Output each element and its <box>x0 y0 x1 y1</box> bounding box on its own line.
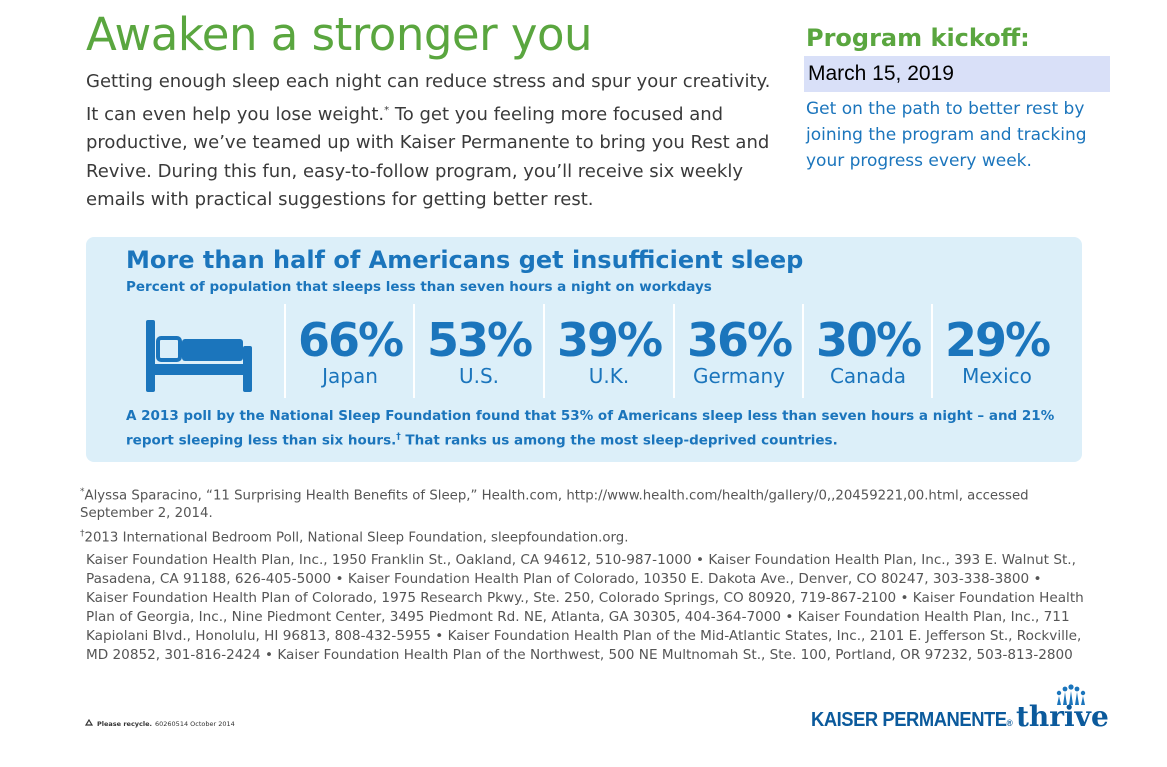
stat-value: 29% <box>944 313 1050 367</box>
recycle-label: Please recycle. <box>97 720 152 728</box>
stat-uk <box>543 304 673 398</box>
footnote-text: 2013 International Bedroom Poll, National Sleep Foundation, sleepfoundation.org. <box>84 530 629 546</box>
panel-title: More than half of Americans get insufficient sleep <box>126 246 804 274</box>
recycle-note <box>84 719 235 729</box>
registered-mark: ® <box>1006 718 1013 728</box>
panel-note-text-continued: That ranks us among the most sleep-deprived countries. <box>400 432 838 449</box>
recycle-icon <box>84 719 94 729</box>
stat-value: 39% <box>556 313 662 367</box>
kickoff-label: Program kickoff: <box>806 24 1030 52</box>
intro-text-continued: To get you feeling more focused and productive, we’ve teamed up with Kaiser Permanente to bring you Rest and Revive. During this fun, easy-to-follow program, you’ll receive six weekly emails with practical suggestions for getting better rest. <box>86 103 770 210</box>
page-title: Awaken a stronger you <box>86 8 593 61</box>
panel-subtitle: Percent of population that sleeps less than seven hours a night on workdays <box>126 279 712 295</box>
stat-country: Japan <box>322 364 378 388</box>
footnote-mark: † <box>396 432 401 442</box>
panel-note-text: A 2013 poll by the National Sleep Foundation found that 53% of Americans sleep less than seven hours a night – and 21% report sleeping less than six hours. <box>126 408 1055 449</box>
stat-value: 66% <box>297 313 403 367</box>
stat-country: Mexico <box>962 364 1032 388</box>
stat-country: U.K. <box>588 364 630 388</box>
stat-value: 53% <box>426 313 532 367</box>
stat-canada <box>802 304 932 398</box>
footnote-2 <box>80 525 628 547</box>
kaiser-logo-text: KAISER PERMANENTE <box>811 709 1007 731</box>
panel-note <box>126 406 1066 452</box>
thrive-logo: thrive <box>1016 700 1109 733</box>
bed-icon <box>146 320 252 392</box>
footnote-mark: * <box>384 104 390 116</box>
stat-country: U.S. <box>458 364 500 388</box>
stat-germany <box>673 304 803 398</box>
footnote-text: Alyssa Sparacino, “11 Surprising Health Benefits of Sleep,” Health.com, http://www.health.com/health/gallery/0,,20459221,00.html, accessed September 2, 2014. <box>80 488 1029 522</box>
stat-us <box>413 304 543 398</box>
kaiser-permanente-logo <box>811 709 1012 732</box>
stat-value: 30% <box>815 313 921 367</box>
stat-japan <box>284 304 414 398</box>
stat-country: Canada <box>829 364 907 388</box>
legal-addresses: Kaiser Foundation Health Plan, Inc., 1950 Franklin St., Oakland, CA 94612, 510-987-1000 • Kaiser Foundation Health Plan, Inc., 393 E. Walnut St., Pasadena, CA 91188, 626-405-5000 • Kaiser Foundation Health Plan of Colorado, 10350 E. Dakota Ave., Denver, CO 80247, 303-338-3800 • Kaiser Foundation Health Plan of Colorado, 1975 Research Pkwy., Ste. 250, Colorado Springs, CO 80920, 719-867-2100 • Kaiser Foundation Health Plan of Georgia, Inc., Nine Piedmont Center, 3495 Piedmont Rd. NE, Atlanta, GA 30305, 404-364-7000 • Kaiser Foundation Health Plan, Inc., 711 Kapiolani Blvd., Honolulu, HI 96813, 808-432-5955 • Kaiser Foundation Health Plan of the Mid-Atlantic States, Inc., 2101 E. Jefferson St., Rockville, MD 20852, 301-816-2424 • Kaiser Foundation Health Plan of the Northwest, 500 NE Multnomah St., Ste. 100, Portland, OR 97232, 503-813-2800 <box>86 552 1084 663</box>
footnote-mark: † <box>80 529 85 539</box>
print-code: 60260514 October 2014 <box>155 720 235 728</box>
sleep-stats-panel <box>86 237 1082 462</box>
footnote-mark: * <box>80 487 85 497</box>
kickoff-description: Get on the path to better rest by joining the program and tracking your progress every week. <box>806 99 1087 171</box>
intro-text: Getting enough sleep each night can reduce stress and spur your creativity. It can even help you lose weight. <box>86 71 771 125</box>
intro-paragraph <box>86 68 786 215</box>
kickoff-date-field[interactable] <box>804 56 1110 92</box>
footnote-1 <box>80 483 1070 523</box>
stat-mexico <box>931 304 1061 398</box>
stat-country: Germany <box>693 364 785 388</box>
stat-value: 36% <box>686 313 792 367</box>
